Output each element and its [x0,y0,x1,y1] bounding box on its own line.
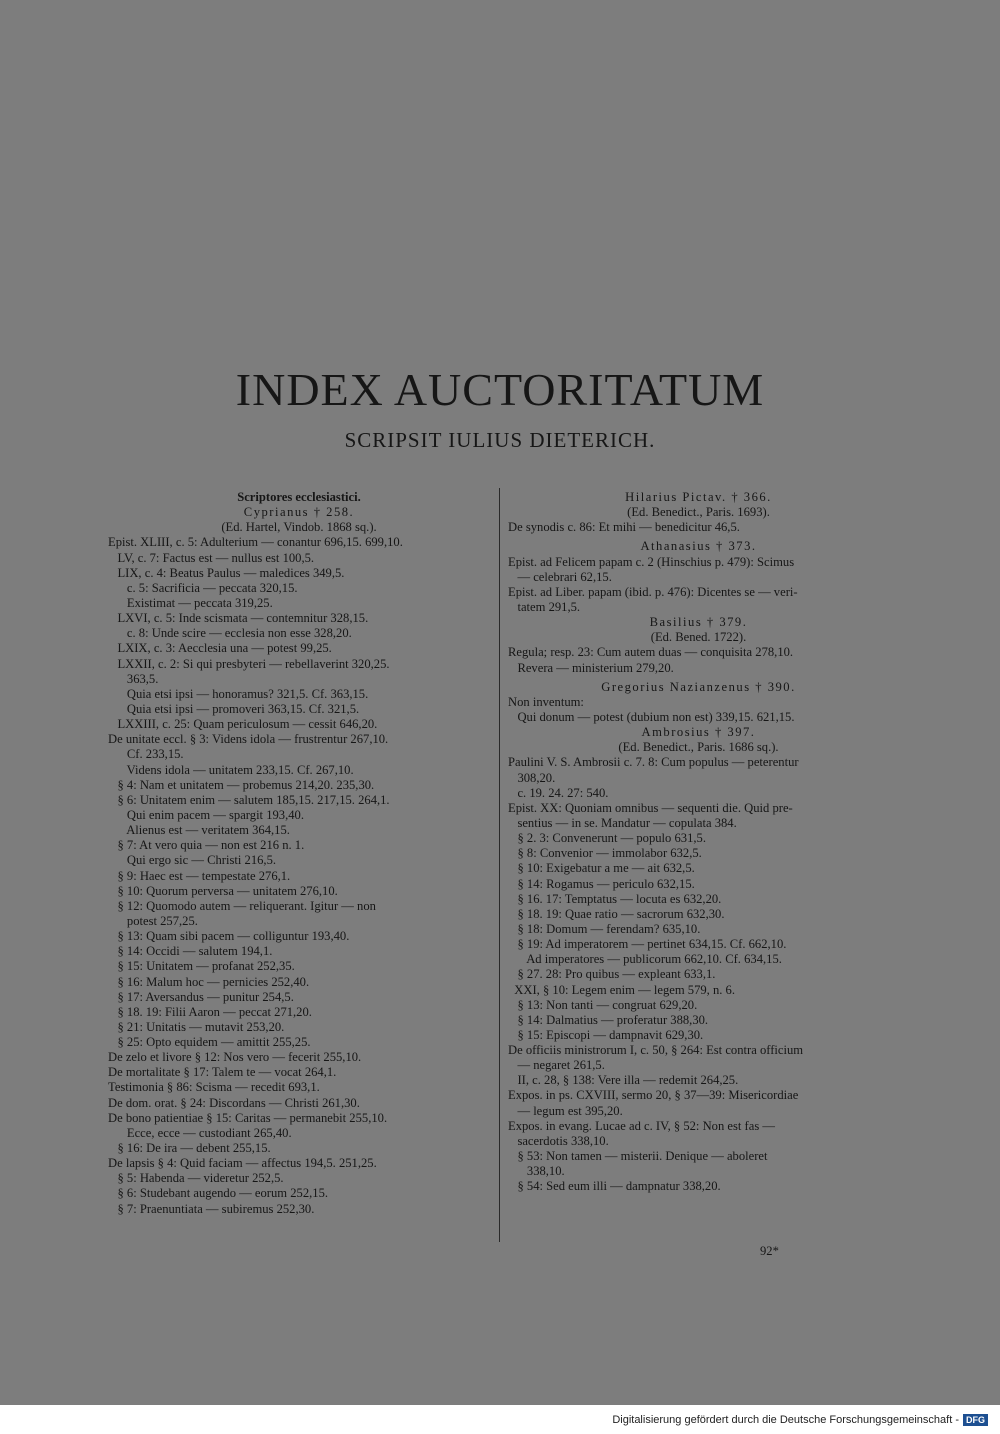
index-entry: § 6: Unitatem enim — salutem 185,15. 217,15. 264,1. [108,792,390,807]
index-entry: § 14: Rogamus — periculo 632,15. [508,876,695,891]
index-entry: Epist. ad Felicem papam c. 2 (Hinschius p. 479): Scimus [508,554,795,569]
index-entry: De lapsis § 4: Quid faciam — affectus 194,5. 251,25. [108,1156,377,1171]
index-entry: § 21: Unitatis — mutavit 253,20. [108,1019,285,1034]
index-entry: Videns idola — unitatem 233,15. Cf. 267,10. [108,762,354,777]
index-entry: § 15: Unitatem — profanat 252,35. [108,959,295,974]
index-entry: 308,20. [508,770,556,785]
index-entry: § 2. 3: Convenerunt — populo 631,5. [508,831,706,846]
index-entry: § 14: Dalmatius — proferatur 388,30. [508,1012,709,1027]
edition-note: (Ed. Bened. 1722). [650,630,747,645]
index-entry: — legum est 395,20. [508,1103,623,1118]
index-entry: Epist. XLIII, c. 5: Adulterium — conantur 696,15. 699,10. [108,535,403,550]
author-heading: Hilarius Pictav. † 366. [625,490,772,504]
index-entry: LXVI, c. 5: Inde scismata — contemnitur 328,15. [108,611,369,626]
index-entry: De officiis ministrorum I, c. 50, § 264: Est contra officium [508,1043,804,1058]
index-entry: De dom. orat. § 24: Discordans — Christi 261,30. [108,1095,360,1110]
right-column [508,490,889,1194]
index-entry: § 16: Malum hoc — pernicies 252,40. [108,974,310,989]
index-entry: Testimonia § 86: Scisma — recedit 693,1. [108,1080,320,1095]
index-entry: c. 19. 24. 27: 540. [508,785,609,800]
index-entry: Regula; resp. 23: Cum autem duas — conquisita 278,10. [508,645,794,660]
index-entry: 363,5. [108,671,159,686]
index-entry: § 6: Studebant augendo — eorum 252,15. [108,1186,329,1201]
index-entry: 338,10. [508,1164,565,1179]
left-column [108,490,490,1217]
index-entry: § 17: Aversandus — punitur 254,5. [108,989,294,1004]
index-entry: Non inventum: [508,694,584,709]
index-entry: — negaret 261,5. [508,1058,605,1073]
index-entry: § 18. 19: Filii Aaron — peccat 271,20. [108,1004,312,1019]
index-entry: Qui ergo sic — Christi 216,5. [108,853,277,868]
index-entry: — celebrari 62,15. [508,569,612,584]
index-entry: sentius — in se. Mandatur — copulata 384. [508,815,737,830]
index-entry: Alienus est — veritatem 364,15. [108,823,290,838]
index-entry: Epist. XX: Quoniam omnibus — sequenti die. Quid pre- [508,800,793,815]
index-entry: Quia etsi ipsi — promoveri 363,15. Cf. 321,5. [108,701,360,716]
index-entry: sacerdotis 338,10. [508,1133,609,1148]
index-entry: § 18. 19: Quae ratio — sacrorum 632,30. [508,906,725,921]
index-entry: § 7: Praenuntiata — subiremus 252,30. [108,1201,315,1216]
index-entry: De unitate eccl. § 3: Videns idola — frustrentur 267,10. [108,732,389,747]
page-title: INDEX AUCTORITATUM [235,364,765,415]
index-entry: II, c. 28, § 138: Vere illa — redemit 264,25. [508,1073,739,1088]
index-entry: § 10: Quorum perversa — unitatem 276,10. [108,883,338,898]
index-entry: potest 257,25. [108,913,198,928]
edition-note: (Ed. Benedict., Paris. 1686 sq.). [618,740,779,755]
index-entry: LXXII, c. 2: Si qui presbyteri — rebellaverint 320,25. [108,656,390,671]
index-entry: De bono patientiae § 15: Caritas — permanebit 255,10. [108,1110,388,1125]
page-number: 92* [760,1244,779,1258]
digitization-footer [612,1414,988,1426]
index-entry: § 13: Non tanti — congruat 629,20. [508,997,698,1012]
index-entry: § 25: Opto equidem — amittit 255,25. [108,1035,311,1050]
index-entry: c. 5: Sacrificia — peccata 320,15. [108,580,298,595]
edition-note: (Ed. Benedict., Paris. 1693). [627,505,770,520]
index-entry: Cf. 233,15. [108,747,184,762]
index-entry: § 10: Exigebatur a me — ait 632,5. [508,861,695,876]
index-entry: Qui enim pacem — spargit 193,40. [108,807,304,822]
index-entry: § 9: Haec est — tempestate 276,1. [108,868,291,883]
index-entry: § 18: Domum — ferendam? 635,10. [508,921,701,936]
index-entry: Expos. in evang. Lucae ad c. IV, § 52: Non est fas — [508,1118,775,1133]
index-entry: Expos. in ps. CXVIII, sermo 20, § 37—39: Misericordiae [508,1088,799,1103]
author-heading: Basilius † 379. [649,615,748,630]
index-entry: § 8: Convenior — immolabor 632,5. [508,846,702,861]
index-entry: De synodis c. 86: Et mihi — benedicitur 46,5. [508,520,740,535]
index-entry: LIX, c. 4: Beatus Paulus — maledices 349,5. [108,565,345,580]
index-entry: § 19: Ad imperatorem — pertinet 634,15. Cf. 662,10. [508,937,787,952]
index-entry: § 7: At vero quia — non est 216 n. 1. [108,838,305,853]
index-entry: Paulini V. S. Ambrosii c. 7. 8: Cum populus — peterentur [508,755,799,770]
column-divider [499,488,500,1242]
index-entry: § 27. 28: Pro quibus — expleant 633,1. [508,967,716,982]
index-entry: § 14: Occidi — salutem 194,1. [108,944,273,959]
index-entry: Epist. ad Liber. papam (ibid. p. 476): Dicentes se — veri- [508,584,798,599]
index-entry: LV, c. 7: Factus est — nullus est 100,5. [108,550,315,565]
author-heading: Cyprianus † 258. [243,505,355,520]
index-entry: LXXIII, c. 25: Quam periculosum — cessit 646,20. [108,717,378,732]
page-subtitle: SCRIPSIT IULIUS DIETERICH. [344,428,656,452]
index-entry: De mortalitate § 17: Talem te — vocat 264,1. [108,1065,337,1080]
index-entry: § 13: Quam sibi pacem — colliguntur 193,40. [108,929,350,944]
author-heading: Gregorius Nazianzenus † 390. [601,679,796,694]
index-entry: § 16. 17: Temptatus — locuta es 632,20. [508,891,722,906]
index-entry: tatem 291,5. [508,599,581,614]
index-entry: Qui donum — potest (dubium non est) 339,15. 621,15. [508,709,795,724]
index-entry: LXIX, c. 3: Aecclesia una — potest 99,25. [108,641,332,656]
index-entry: § 53: Non tamen — misterii. Denique — aboleret [508,1149,768,1164]
edition-note: (Ed. Hartel, Vindob. 1868 sq.). [221,520,377,535]
author-heading: Ambrosius † 397. [641,725,756,740]
index-entry: c. 8: Unde scire — ecclesia non esse 328,20. [108,626,352,641]
index-entry: § 16: De ira — debent 255,15. [108,1141,271,1156]
index-entry: XXI, § 10: Legem enim — legem 579, n. 6. [508,982,735,997]
author-heading: Athanasius † 373. [640,539,757,554]
index-entry: § 54: Sed eum illi — dampnatur 338,20. [508,1179,721,1194]
index-entry: Quia etsi ipsi — honoramus? 321,5. Cf. 363,15. [108,686,369,701]
index-entry: Ecce, ecce — custodiant 265,40. [108,1125,292,1140]
dfg-logo-icon[interactable]: DFG [963,1414,988,1426]
index-entry: Ad imperatores — publicorum 662,10. Cf. 634,15. [508,952,782,967]
index-entry: Revera — ministerium 279,20. [508,660,674,675]
index-entry: Existimat — peccata 319,25. [108,595,273,610]
index-entry: § 4: Nam et unitatem — probemus 214,20. 235,30. [108,777,375,792]
index-entry: § 12: Quomodo autem — reliquerant. Igitur — non [108,898,376,913]
section-heading: Scriptores ecclesiastici. [237,490,361,504]
footer-text: Digitalisierung gefördert durch die Deutsche Forschungsgemeinschaft - [612,1414,959,1426]
index-entry: § 5: Habenda — videretur 252,5. [108,1171,284,1186]
index-entry: § 15: Episcopi — dampnavit 629,30. [508,1027,704,1042]
index-entry: De zelo et livore § 12: Nos vero — fecerit 255,10. [108,1050,362,1065]
